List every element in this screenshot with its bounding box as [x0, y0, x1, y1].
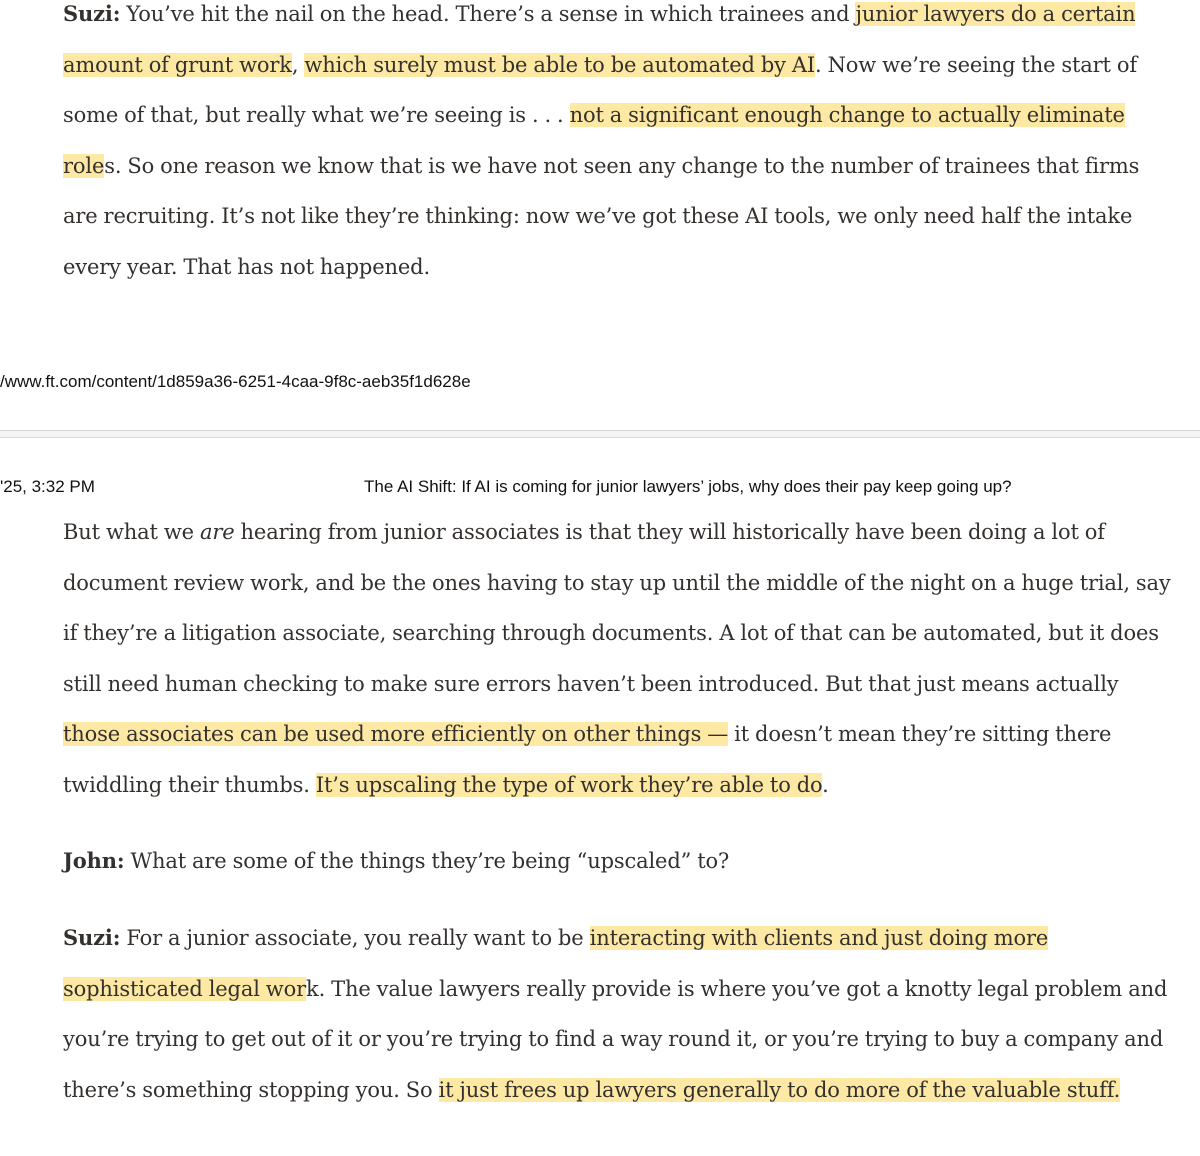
- text-segment: .: [822, 772, 829, 797]
- text-segment: ,: [291, 52, 305, 77]
- emphasis: are: [199, 520, 235, 544]
- text-segment: hearing from junior associates is that they will historically have been doing a lot of document review work, and be the ones having to stay up until the middle of the night on a huge trial, say if they’re a litigation associate, searching through documents. A lot of that can be automated, but it does still need human checking to make sure errors haven’t been introduced. But that just means actually: [63, 520, 1171, 696]
- highlight[interactable]: not a significant enough change to actually eliminate role: [63, 103, 1125, 178]
- highlight[interactable]: it just frees up lawyers generally to do more of the valuable stuff.: [438, 1077, 1121, 1102]
- text-segment: For a junior associate, you really want to be: [120, 926, 590, 950]
- text-segment: k. The value lawyers really provide is where you’ve got a knotty legal problem and you’re trying to get out of it or you’re trying to find a way round it, or you’re trying to buy a company and there’s something stopping you. So: [63, 976, 1168, 1102]
- paragraph-suzi-2: [63, 507, 1173, 811]
- paragraph-suzi-3: [63, 913, 1173, 1115]
- page-break-divider: [0, 430, 1200, 438]
- paragraph-john: [63, 836, 1173, 887]
- speaker-label: Suzi:: [63, 1, 121, 26]
- highlight[interactable]: interacting with clients and just doing more sophisticated legal wor: [63, 926, 1049, 1001]
- text-segment: . Now we’re seeing the start of some of that, but really what we’re seeing is . . .: [63, 52, 1137, 128]
- header-timestamp: '25, 3:32 PM: [0, 477, 95, 496]
- paragraph-suzi-1: [63, 0, 1173, 293]
- text-segment: But what we: [63, 520, 200, 544]
- highlight[interactable]: It’s upscaling the type of work they’re able to do: [315, 772, 823, 797]
- text-segment: it doesn’t mean they’re sitting there twiddling their thumbs.: [63, 722, 1112, 797]
- header-title: The AI Shift: If AI is coming for junior lawyers’ jobs, why does their pay keep going up?: [364, 477, 1012, 496]
- speaker-label: John:: [63, 848, 125, 873]
- footer-url: /www.ft.com/content/1d859a36-6251-4caa-9f8c-aeb35f1d628e: [0, 372, 471, 391]
- text-segment: What are some of the things they’re being “upscaled” to?: [124, 849, 730, 873]
- speaker-label: Suzi:: [63, 925, 121, 950]
- highlight[interactable]: those associates can be used more efficiently on other things —: [63, 722, 729, 747]
- highlight[interactable]: which surely must be able to be automated by AI: [304, 52, 816, 77]
- text-segment: You’ve hit the nail on the head. There’s a sense in which trainees and: [120, 2, 856, 26]
- highlight[interactable]: junior lawyers do a certain amount of grunt work: [63, 2, 1136, 77]
- text-segment: s. So one reason we know that is we have not seen any change to the number of trainees that firms are recruiting. It’s not like they’re thinking: now we’ve got these AI tools, we only need half the intake every year. That has not happened.: [63, 153, 1140, 279]
